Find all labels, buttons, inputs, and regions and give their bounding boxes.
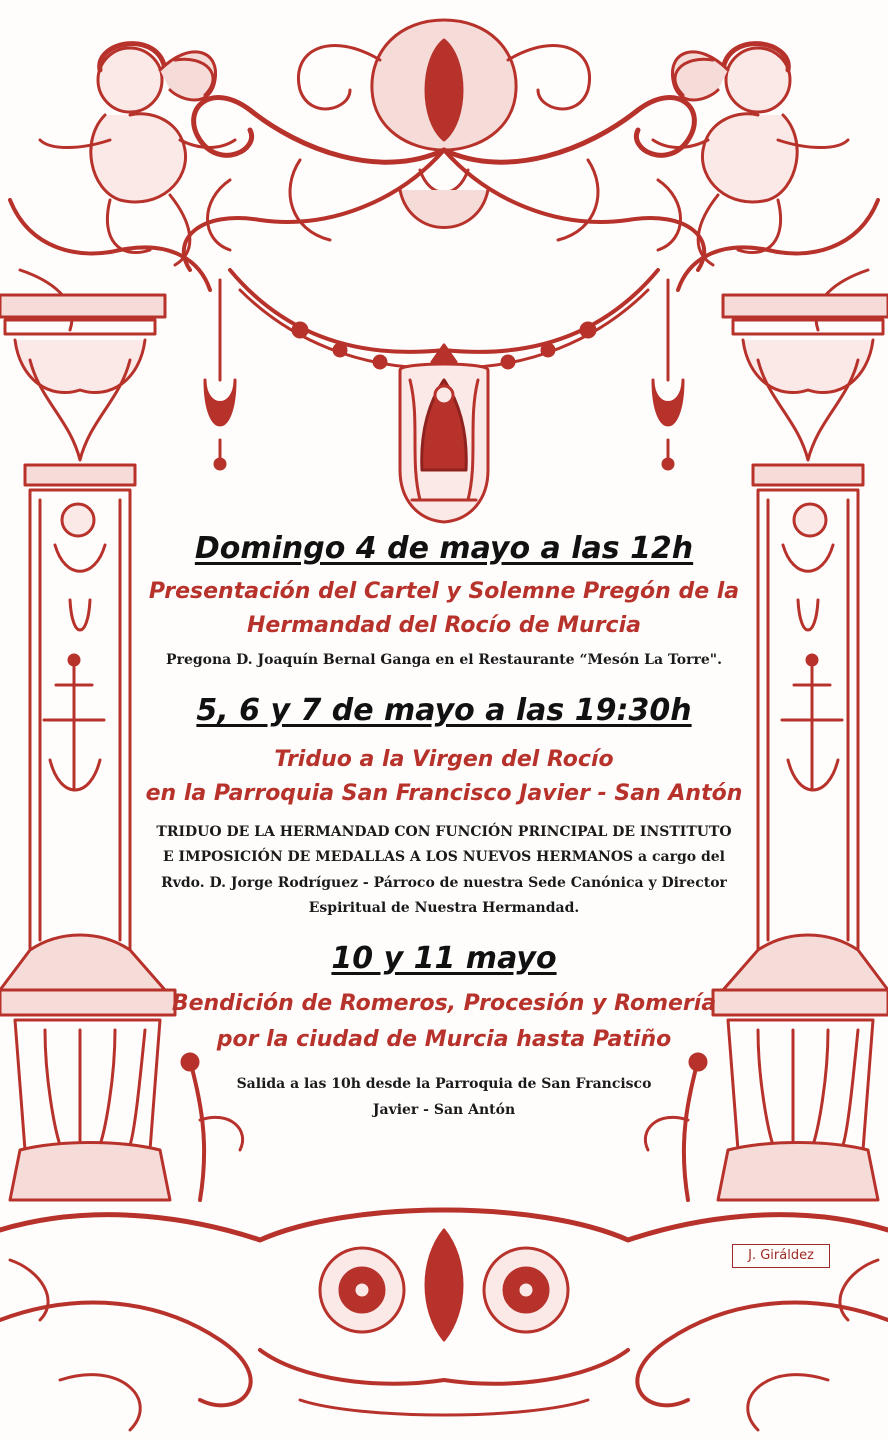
cherub-left-icon (40, 44, 235, 265)
event-2-detail-line-1: TRIDUO DE LA HERMANDAD CON FUNCIÓN PRINCIPAL DE INSTITUTO (156, 824, 732, 840)
event-1-detail-line-1: Pregona D. Joaquín Bernal Ganga en el Restaurante “Mesón La Torre". (166, 652, 722, 668)
event-2-heading: 5, 6 y 7 de mayo a las 19:30h (196, 693, 692, 728)
virgin-medallion-icon (400, 345, 488, 522)
rosette-frieze-icon (0, 1210, 888, 1430)
event-2-detail-line-4: Espiritual de Nuestra Hermandad. (308, 900, 580, 916)
event-3-detail-line-1: Salida a las 10h desde la Parroquia de San Francisco (236, 1076, 652, 1092)
event-1-subtitle-line-2: Hermandad del Rocío de Murcia (247, 613, 641, 638)
event-2-detail-line-2: E IMPOSICIÓN DE MEDALLAS A LOS NUEVOS HERMANOS a cargo del (163, 849, 725, 865)
cherub-right-icon (653, 44, 848, 265)
event-1-subtitle-line-1: Presentación del Cartel y Solemne Pregón de la (148, 579, 740, 604)
event-2-detail-line-3: Rvdo. D. Jorge Rodríguez - Párroco de nuestra Sede Canónica y Director (161, 875, 727, 891)
event-3-subtitle-line-2: por la ciudad de Murcia hasta Patiño (216, 1027, 672, 1052)
event-3-subtitle-line-1: Bendición de Romeros, Procesión y Romería (171, 991, 717, 1016)
event-2-subtitle-line-2: en la Parroquia San Francisco Javier - San Antón (145, 781, 743, 806)
event-3-heading: 10 y 11 mayo (331, 941, 557, 976)
event-3-detail-line-2: Javier - San Antón (372, 1102, 516, 1118)
acanthus-crest-icon (184, 20, 704, 270)
event-2-subtitle-line-1: Triduo a la Virgen del Rocío (274, 747, 614, 772)
artist-signature: J. Giráldez (732, 1244, 830, 1268)
event-1-heading: Domingo 4 de mayo a las 12h (194, 531, 694, 566)
